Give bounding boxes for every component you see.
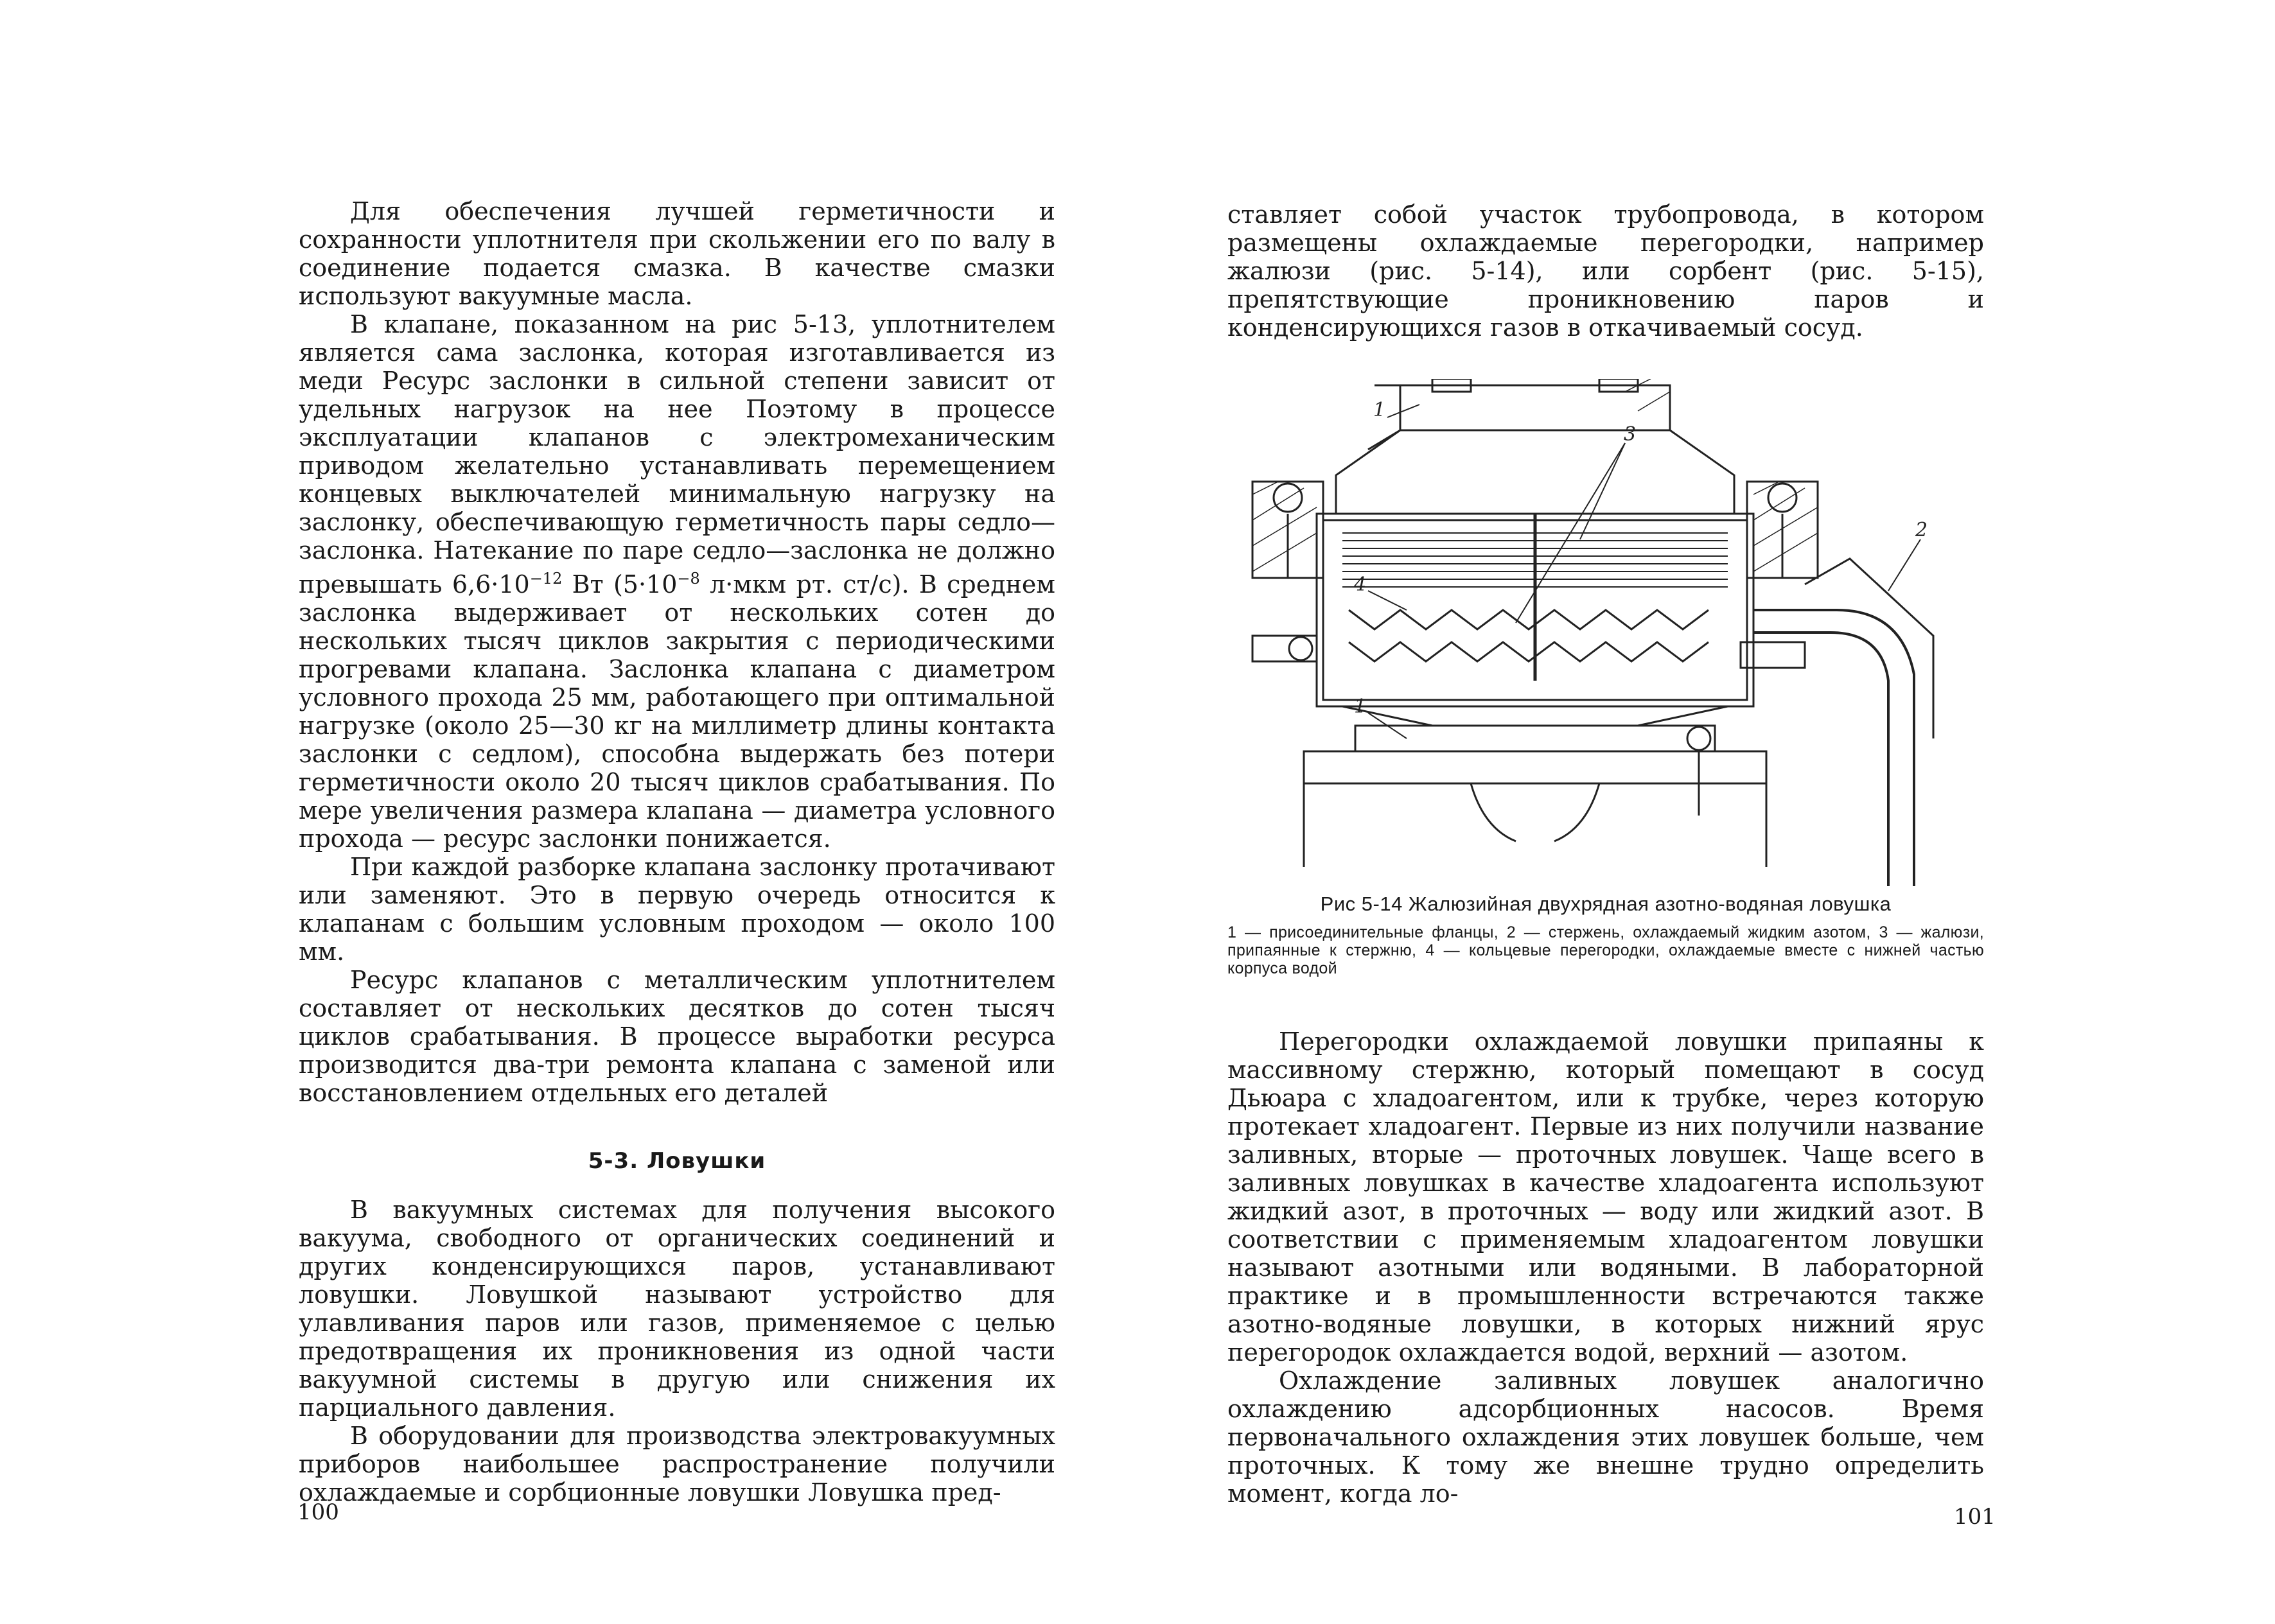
paragraph-resource: Ресурс клапанов с металлическим уплотнителем составляет от нескольких десятков до сотен тысяч циклов срабатывания. В процессе выработки ресурса производится два-три ремонта клапана с заменой или восстановлением отдельных его деталей — [299, 966, 1055, 1107]
callout-4: 4 — [1354, 573, 1367, 596]
right-bottom-text — [1227, 1027, 1984, 1508]
figure-caption-legend: 1 — присоединительные фланцы, 2 — стержень, охлаждаемый жидким азотом, 3 — жалюзи, припаянные к стержню, 4 — кольцевые перегородки, охлаждаемые вместе с нижней частью корпуса водой — [1227, 923, 1984, 977]
leak-exponent-1: −12 — [529, 570, 563, 588]
trap-diagram — [1240, 379, 1998, 886]
paragraph-lubrication: Для обеспечения лучшей герметичности и сохранности уплотнителя при скольжении его по валу в соединение подается смазка. В качестве смазки используют вакуумные масла. — [299, 197, 1055, 310]
left-top-text — [299, 197, 1055, 1107]
base-walls — [1304, 783, 1766, 867]
callout-1-bottom: 1 — [1354, 695, 1367, 718]
figure-caption-title: Рис 5-14 Жалюзийная двухрядная азотно-водяная ловушка — [1320, 893, 1892, 915]
callout-3: 3 — [1624, 423, 1637, 446]
paragraph-continuation: ставляет собой участок трубопровода, в котором размещены охлаждаемые перегородки, например жалюзи (рис. 5-14), или сорбент (рис. 5-15), препятствующие проникновению паров и конденсирующихся газов в откачиваемый сосуд. — [1227, 200, 1984, 342]
leak-value: 6,6·10 — [452, 570, 530, 598]
base-flange — [1304, 751, 1766, 783]
page-number-right: 101 — [1954, 1504, 1996, 1530]
leader-2 — [1888, 539, 1920, 591]
bolt-head — [1687, 727, 1710, 750]
leak-rest: л·мкм рт. ст/с). В среднем заслонка выдерживает от нескольких сотен до нескольких тысяч циклов закрытия с периодическими прогревами клапана. Заслонка клапана с диаметром условного прохода 25 мм, работающего при оптимальной нагрузке (около 25—30 кг на миллиметр длины контакта заслонки с седлом), способна выдержать без потери герметичности около 20 тысяч циклов срабатывания. По мере увеличения размера клапана — диаметра условного прохода — ресурс заслонки понижается. — [299, 570, 1055, 853]
paragraph-cooling: Охлаждение заливных ловушек аналогично охлаждению адсорбционных насосов. Время первоначального охлаждения этих ловушек больше, чем проточных. К тому же внешне трудно определить момент, когда ло- — [1227, 1366, 1984, 1508]
left-bottom-text — [299, 1196, 1055, 1506]
callout-2: 2 — [1915, 519, 1928, 541]
lower-funnel — [1342, 706, 1728, 726]
nitrogen-pipe-inner — [1753, 633, 1888, 886]
section-heading: 5-3. Ловушки — [588, 1148, 766, 1174]
chevron-baffles — [1349, 642, 1708, 661]
leak-exponent-2: −8 — [677, 570, 700, 588]
upper-cone — [1336, 430, 1734, 514]
paragraph-baffles: Перегородки охлаждаемой ловушки припаяны к массивному стержню, который помещают в сосуд Дьюара с хладоагентом, или к трубке, через которую протекает хладоагент. Первые из них получили название заливных, вторые — проточных ловушек. Чаще всего в заливных ловушках в качестве хладоагента используют жидкий азот, в проточных — воду или жидкий азот. В соответствии с применяемым хладоагентом ловушки называют азотными или водяными. В лабораторной практике и в промышленности встречаются также азотно-водяные ловушки, в которых нижний ярус перегородок охлаждается водой, верхний — азотом. — [1227, 1027, 1984, 1366]
paragraph-valve-gate — [299, 310, 1055, 853]
water-channel — [1471, 783, 1599, 841]
paragraph-disassembly: При каждой разборке клапана заслонку протачивают или заменяют. Это в первую очередь относится к клапанам с большим условным проходом — около 100 мм. — [299, 853, 1055, 966]
leader-4 — [1368, 591, 1407, 610]
page-number-left: 100 — [297, 1499, 339, 1525]
chevron-baffles — [1349, 610, 1708, 629]
figure-caption — [1227, 893, 1984, 977]
right-top-text — [1227, 200, 1984, 342]
pipe-nut — [1289, 637, 1312, 660]
pipe-clamp — [1741, 642, 1805, 668]
paragraph-traps-definition: В вакуумных системах для получения высокого вакуума, свободного от органических соединений и других конденсирующихся паров, устанавливают ловушки. Ловушкой называют устройство для улавливания паров или газов, применяемое с целью предотвращения их проникновения из одной части вакуумной системы в другую или снижения их парциального давления. — [299, 1196, 1055, 1422]
leader-3a — [1580, 443, 1625, 539]
bottom-flange — [1355, 726, 1715, 751]
paragraph-traps-equipment: В оборудовании для производства электровакуумных приборов наибольшее распространение получили охлаждаемые и сорбционные ловушки Ловушка пред- — [299, 1422, 1055, 1506]
nitrogen-pipe-outer — [1753, 610, 1914, 886]
callout-1-top: 1 — [1373, 399, 1386, 421]
bolt-head — [1768, 484, 1796, 512]
leader-1 — [1387, 405, 1419, 417]
trap-diagram-svg — [1240, 379, 1998, 886]
leak-mid: Вт (5·10 — [562, 570, 678, 598]
valve-gate-text: В клапане, показанном на рис 5-13, уплотнителем является сама заслонка, которая изготавливается из меди Ресурс заслонки в сильной степени зависит от удельных нагрузок на нее Поэтому в процессе эксплуатации клапанов с электромеханическим приводом желательно устанавливать перемещением концевых выключателей минимальную нагрузку на заслонку, обеспечивающую герметичность пары седло—заслонка. Натекание по паре седло—заслонка не должно превышать — [299, 310, 1055, 598]
